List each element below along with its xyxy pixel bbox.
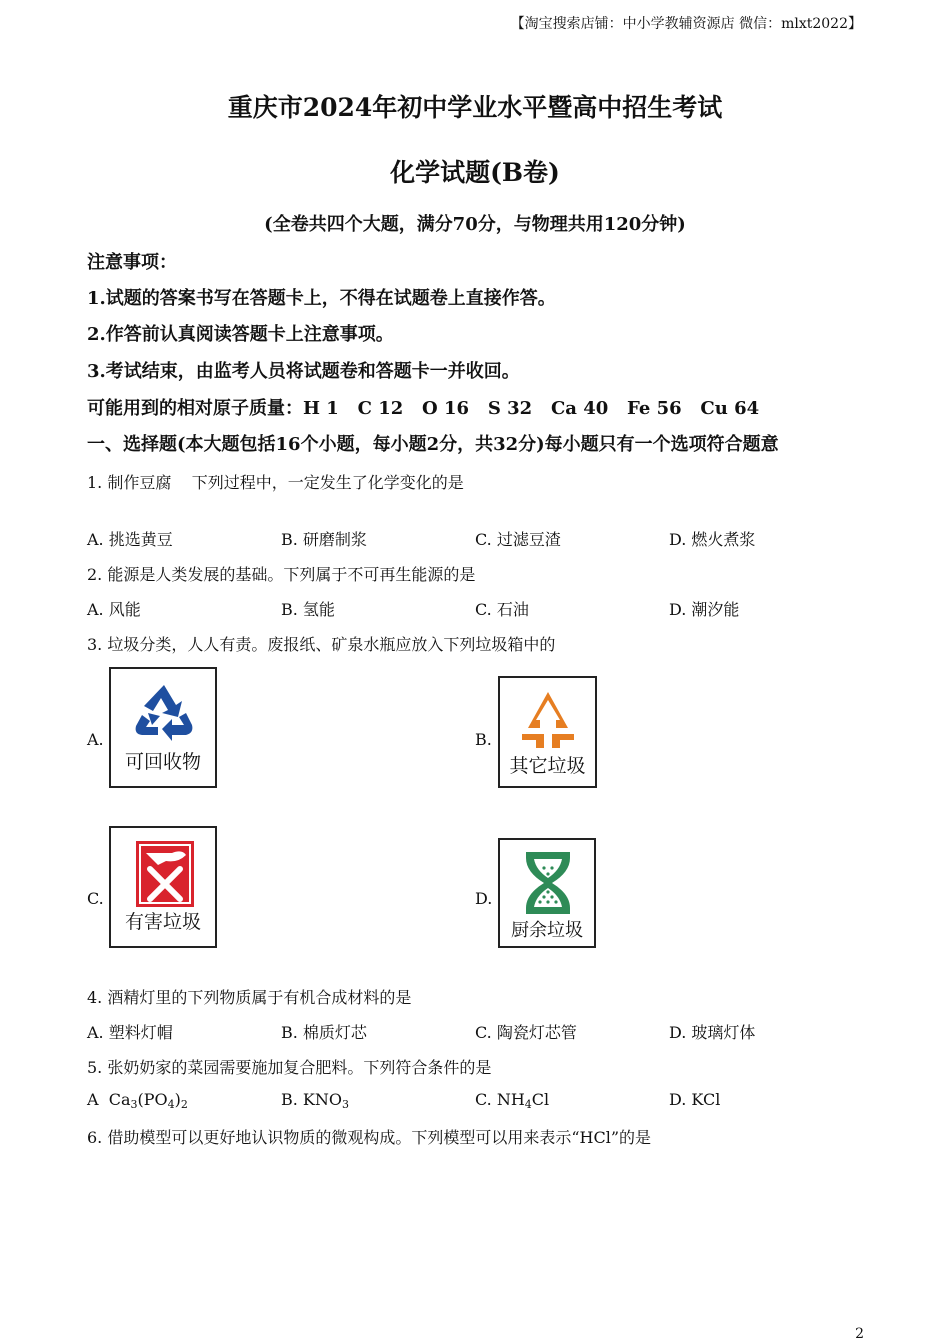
note-item: 3.考试结束，由监考人员将试题卷和答题卡一并收回。 [87, 361, 520, 382]
bin-label: 有害垃圾 [124, 911, 201, 933]
bin-label: 其它垃圾 [509, 755, 586, 777]
option-b: B. $KNO_3$ [281, 1090, 349, 1111]
kitchen-waste-bin-sign [498, 838, 596, 948]
recycle-icon [134, 683, 194, 741]
question-2-stem: 2. 能源是人类发展的基础。下列属于不可再生能源的是 [87, 565, 476, 584]
section-heading: 一、选择题(本大题包括16个小题，每小题2分，共32分)每小题只有一个选项符合题意 [87, 434, 779, 455]
atomic-masses: 可能用到的相对原子质量：H 1 C 12 O 16 S 32 Ca 40 Fe 56 Cu 64 [87, 398, 760, 419]
kitchen-waste-icon [522, 850, 574, 916]
option-c: C. [87, 889, 104, 908]
notes-heading: 注意事项： [87, 252, 177, 273]
option-a: A. 塑料灯帽 [87, 1023, 173, 1042]
hazardous-waste-bin-sign [109, 826, 217, 948]
option-d: D. 燃火煮浆 [669, 530, 756, 549]
option-c: C. $NH_4Cl$ [475, 1090, 550, 1111]
exam-info: (全卷共四个大题，满分70分，与物理共用120分钟) [264, 214, 686, 235]
bin-label: 可回收物 [124, 751, 201, 773]
option-d: D. 玻璃灯体 [669, 1023, 756, 1042]
option-c: C. 石油 [475, 600, 529, 619]
question-1-stem: 1. 制作豆腐 下列过程中，一定发生了化学变化的是 [87, 473, 464, 492]
note-item: 2.作答前认真阅读答题卡上注意事项。 [87, 324, 394, 345]
option-a: A. [87, 730, 104, 749]
option-a: A. 挑选黄豆 [87, 530, 173, 549]
option-c: C. 过滤豆渣 [475, 530, 561, 549]
option-a: A $Ca_3(PO_4)_2$ [87, 1090, 188, 1111]
question-6-stem: 6. 借助模型可以更好地认识物质的微观构成。下列模型可以用来表示“HCl”的是 [87, 1128, 652, 1147]
bin-label: 厨余垃圾 [511, 920, 583, 941]
other-waste-bin-sign [498, 676, 597, 788]
question-5-stem: 5. 张奶奶家的菜园需要施加复合肥料。下列符合条件的是 [87, 1058, 492, 1077]
other-waste-icon [520, 690, 576, 750]
option-b: B. 氢能 [281, 600, 335, 619]
page-number: 2 [855, 1326, 864, 1342]
option-d: D. KCl [669, 1090, 721, 1109]
note-item: 1.试题的答案书写在答题卡上，不得在试题卷上直接作答。 [87, 288, 556, 309]
header-note: 【淘宝搜索店铺：中小学教辅资源店 微信：mlxt2022】 [510, 16, 862, 32]
option-b: B. 棉质灯芯 [281, 1023, 367, 1042]
option-b: B. 研磨制浆 [281, 530, 367, 549]
exam-title: 重庆市2024年初中学业水平暨高中招生考试 [227, 93, 723, 122]
option-c: C. 陶瓷灯芯管 [475, 1023, 577, 1042]
option-b: B. [475, 730, 492, 749]
option-d: D. [475, 889, 493, 908]
option-a: A. 风能 [87, 600, 141, 619]
exam-subtitle: 化学试题(B卷) [390, 158, 560, 187]
question-3-stem: 3. 垃圾分类，人人有责。废报纸、矿泉水瓶应放入下列垃圾箱中的 [87, 635, 556, 654]
question-4-stem: 4. 酒精灯里的下列物质属于有机合成材料的是 [87, 988, 412, 1007]
recyclable-bin-sign [109, 667, 217, 788]
option-d: D. 潮汐能 [669, 600, 740, 619]
hazardous-waste-icon [136, 841, 194, 907]
